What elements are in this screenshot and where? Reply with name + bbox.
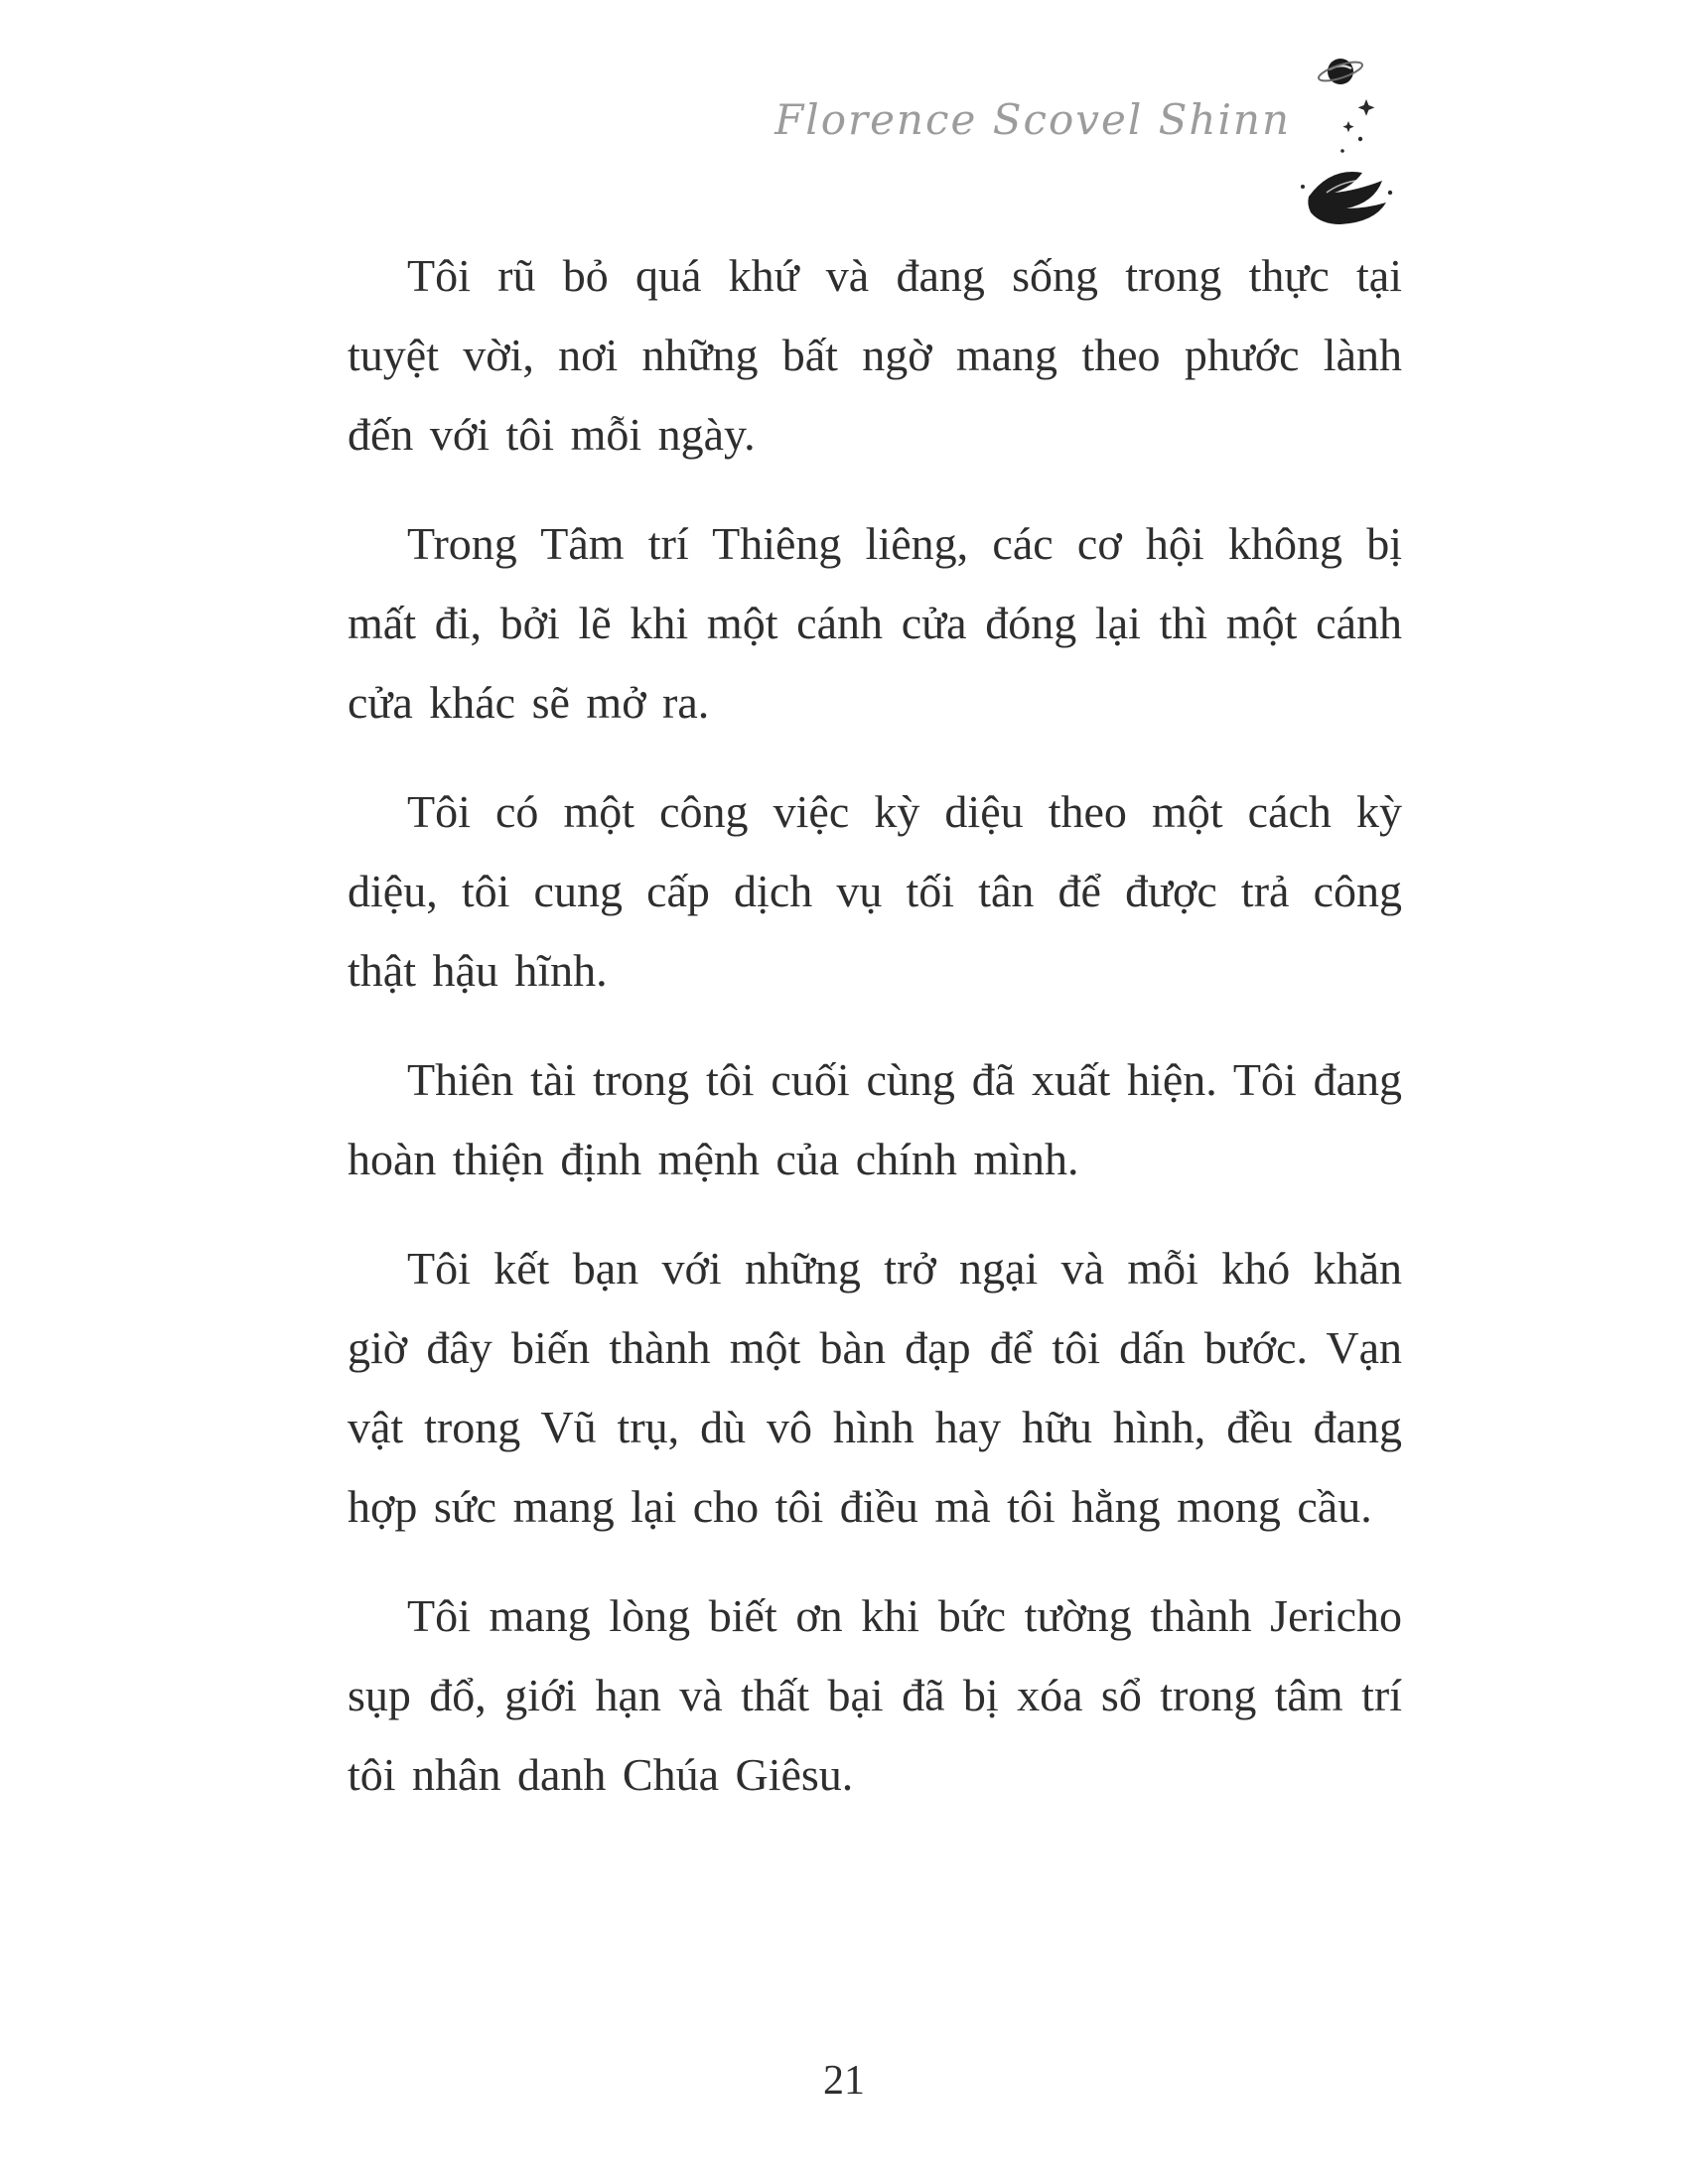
paragraph: Tôi có một công việc kỳ diệu theo một cách kỳ diệu, tôi cung cấp dịch vụ tối tân để được trả công thật hậu hĩnh.: [348, 786, 1402, 996]
page-number: 21: [823, 2058, 865, 2104]
paragraph: Tôi rũ bỏ quá khứ và đang sống trong thực tại tuyệt vời, nơi những bất ngờ mang theo phước lành đến với tôi mỗi ngày.: [348, 250, 1402, 460]
page-body: [348, 236, 1402, 1844]
paragraph: Tôi mang lòng biết ơn khi bức tường thành Jericho sụp đổ, giới hạn và thất bại đã bị xóa sổ trong tâm trí tôi nhân danh Chúa Giêsu.: [348, 1590, 1402, 1800]
celestial-hand-illustration: [1283, 48, 1402, 236]
paragraph: Thiên tài trong tôi cuối cùng đã xuất hiện. Tôi đang hoàn thiện định mệnh của chính mình.: [348, 1054, 1402, 1184]
sparkle-icon: [1340, 99, 1374, 153]
paragraph: Tôi kết bạn với những trở ngại và mỗi khó khăn giờ đây biến thành một bàn đạp để tôi dấn bước. Vạn vật trong Vũ trụ, dù vô hình hay hữu hình, đều đang hợp sức mang lại cho tôi điều mà tôi hằng mong cầu.: [348, 1243, 1402, 1532]
hand-icon: [1301, 172, 1392, 224]
planet-icon: [1317, 59, 1364, 85]
author-name: Florence Scovel Shinn: [774, 95, 1291, 144]
paragraph: Trong Tâm trí Thiêng liêng, các cơ hội không bị mất đi, bởi lẽ khi một cánh cửa đóng lại thì một cánh cửa khác sẽ mở ra.: [348, 518, 1402, 728]
